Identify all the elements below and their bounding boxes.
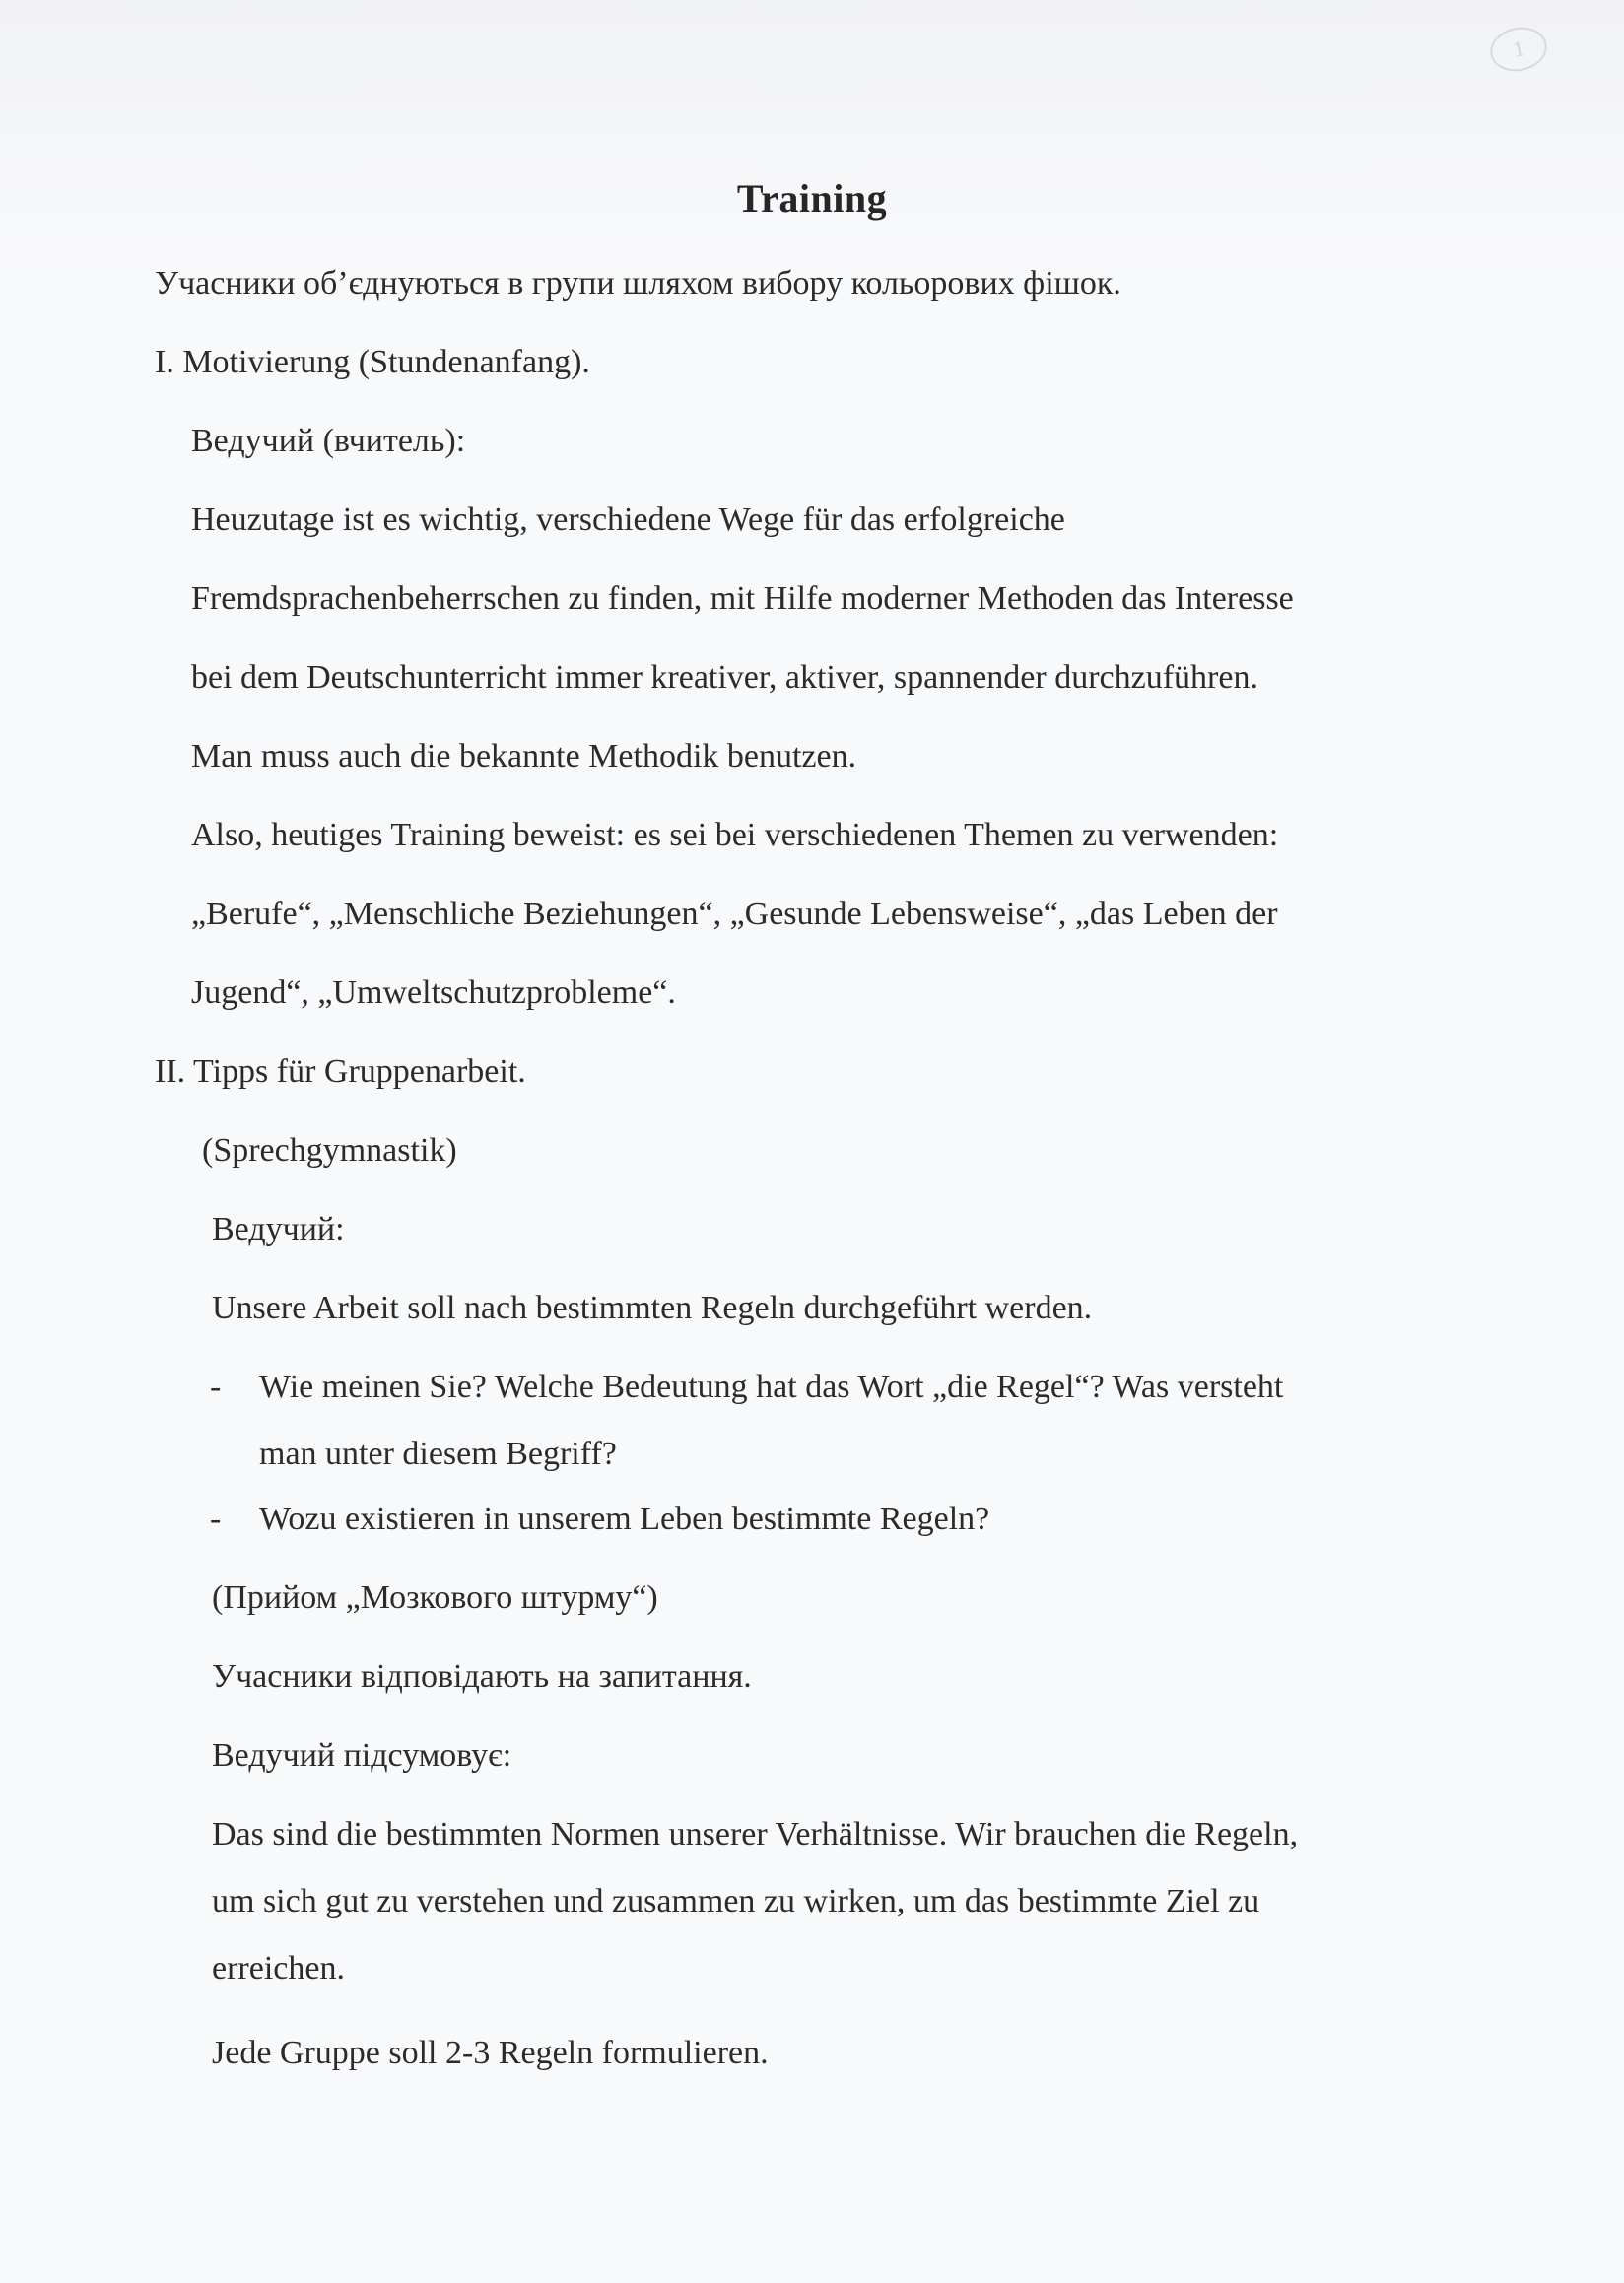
intro-text: Учасники об’єднуються в групи шляхом вибору кольорових фішок. (155, 265, 1121, 302)
section-1-line: „Berufe“, „Menschliche Beziehungen“, „Gesunde Lebensweise“, „das Leben der (191, 896, 1278, 932)
section-1-heading: I. Motivierung (Stundenanfang). (155, 344, 590, 380)
page-number-stamp: 1 (1486, 22, 1551, 76)
summary-line: erreichen. (212, 1950, 345, 1986)
section-1-line: Jugend“, „Umweltschutzprobleme“. (191, 974, 676, 1011)
section-1-speaker: Ведучий (вчитель): (191, 423, 466, 459)
section-2-statement: Unsere Arbeit soll nach bestimmten Regeln durchgeführt werden. (212, 1290, 1093, 1326)
section-1-line: Heuzutage ist es wichtig, verschiedene Wege für das erfolgreiche (191, 502, 1065, 538)
section-2-heading: II. Tipps für Gruppenarbeit. (155, 1053, 526, 1090)
summary-line: Das sind die bestimmten Normen unserer Verhältnisse. Wir brauchen die Regeln, (212, 1816, 1299, 1852)
participants-answer: Учасники відповідають на запитання. (212, 1658, 752, 1695)
section-1-line: Also, heutiges Training beweist: es sei bei verschiedenen Themen zu verwenden: (191, 817, 1279, 853)
bullet-2: Wozu existieren in unserem Leben bestimmte Regeln? (259, 1501, 990, 1537)
bullet-1-line-2: man unter diesem Begriff? (259, 1436, 617, 1472)
document-title: Training (736, 176, 888, 221)
section-2-subheading: (Sprechgymnastik) (202, 1132, 457, 1169)
section-1-line: Fremdsprachenbeherrschen zu finden, mit Hilfe moderner Methoden das Interesse (191, 580, 1294, 617)
summary-line: um sich gut zu verstehen und zusammen zu wirken, um das bestimmte Ziel zu (212, 1883, 1260, 1919)
bullet-dash: - (210, 1501, 222, 1537)
bullet-dash: - (210, 1369, 222, 1405)
summary-speaker: Ведучий підсумовує: (212, 1737, 512, 1774)
section-2-speaker: Ведучий: (212, 1211, 345, 1247)
section-1-line: Man muss auch die bekannte Methodik benutzen. (191, 738, 857, 774)
brainstorm-technique: (Прийом „Мозкового штурму“) (212, 1579, 658, 1616)
group-task: Jede Gruppe soll 2-3 Regeln formulieren. (212, 2035, 769, 2071)
section-1-line: bei dem Deutschunterricht immer kreativer, aktiver, spannender durchzuführen. (191, 659, 1258, 696)
bullet-1-line-1: Wie meinen Sie? Welche Bedeutung hat das Wort „die Regel“? Was versteht (259, 1369, 1284, 1405)
